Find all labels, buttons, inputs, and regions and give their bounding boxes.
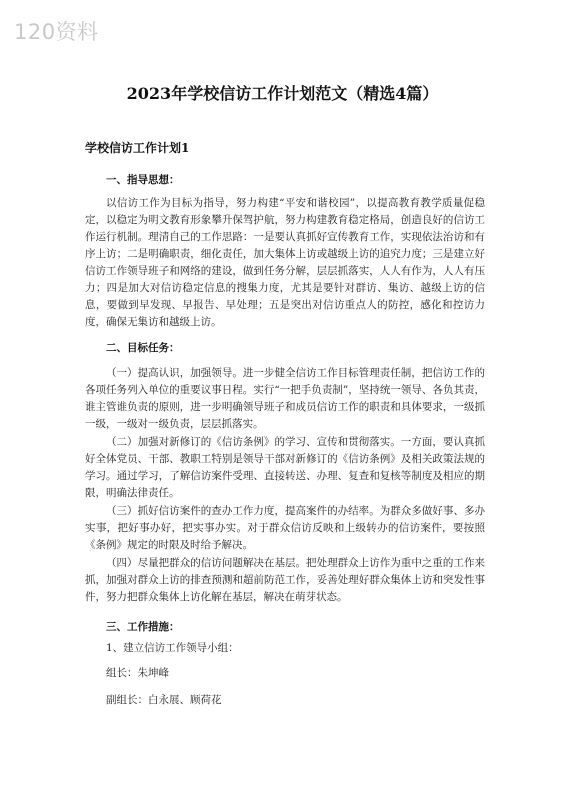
document-title: 2023年学校信访工作计划范文（精选4篇） [126,84,439,103]
plan-title: 学校信访工作计划1 [85,141,190,155]
section1-heading: 一、指导思想： [106,174,180,186]
section2-heading: 二、目标任务： [106,342,180,354]
section2-paragraph-1: （一）提高认识，加强领导。进一步健全信访工作目标管理责任制，把信访工作的各项任务列入单位的重要议事日程。实行“一把手负责制”，坚持统一领导、各负其责，谁主管谁负责的原则，进一步明确领导班子和成员信访工作的职责和具体要求，一级抓一级，一级对一级负责，层层抓落实。 [85,367,485,430]
section3-line-2: 组长：朱坤峰 [106,667,169,679]
section1-paragraph: 以信访工作为目标为指导，努力构建“平安和谐校园”，以提高教育教学质量促稳定，以稳定为明文教育形象攀升保驾护航，努力构建教育稳定格局，创造良好的信访工作运行机制。理清自己的工作思路：一是要认真抓好宣传教育工作，实现依法治访和有序上访；二是明确职责，细化责任，加大集体上访或越级上访的追究力度；三是建立好信访工作领导班子和网络的建设，做到任务分解，层层抓落实，人人有作为，人人有压力；四是加大对信访稳定信息的搜集力度，尤其是要针对群访、集访、越级上访的信息，要做到早发现、早报告、早处理；五是突出对信访重点人的防控，感化和控访力度，确保无集访和越级上访。 [85,197,485,328]
section2-para-2-wrap [85,434,485,502]
section3-line-2-wrap [85,665,485,682]
section2-para-1-wrap [85,365,485,433]
section2-paragraph-4: （四）尽量把群众的信访问题解决在基层。把处理群众上访作为重中之重的工作来抓，加强对群众上访的排查预测和超前防范工作，妥善处理好群众集体上访和突发性事件，努力把群众集体上访化解在基层，解决在萌芽状态。 [85,557,485,603]
section2-paragraph-3: （三）抓好信访案件的查办工作力度，提高案件的办结率。为群众多做好事、多办实事，把好事办好，把实事办实。对于群众信访反映和上级转办的信访案件，要按照《条例》规定的时限及时给予解决。 [85,505,485,551]
section1-body [85,195,485,331]
section3-heading: 三、工作措施： [106,621,180,633]
watermark-logo: 120资料 [14,20,99,44]
section2-para-4-wrap [85,555,485,606]
section2-para-3-wrap [85,503,485,554]
section3-line-1: 1、建立信访工作领导小组： [106,642,239,654]
section3-body [85,640,485,657]
section3-line-3-wrap [85,692,485,709]
section3-line-3: 副组长：白永展、顾荷花 [106,694,222,706]
section2-paragraph-2: （二）加强对新修订的《信访条例》的学习、宣传和贯彻落实。一方面，要认真抓好全体党员、干部、教职工特别是领导干部对新修订的《信访条例》及相关政策法规的学习。通过学习，了解信访案件受理、直接转送、办理、复查和复核等制度及相应的期限，明确法律责任。 [85,436,485,499]
